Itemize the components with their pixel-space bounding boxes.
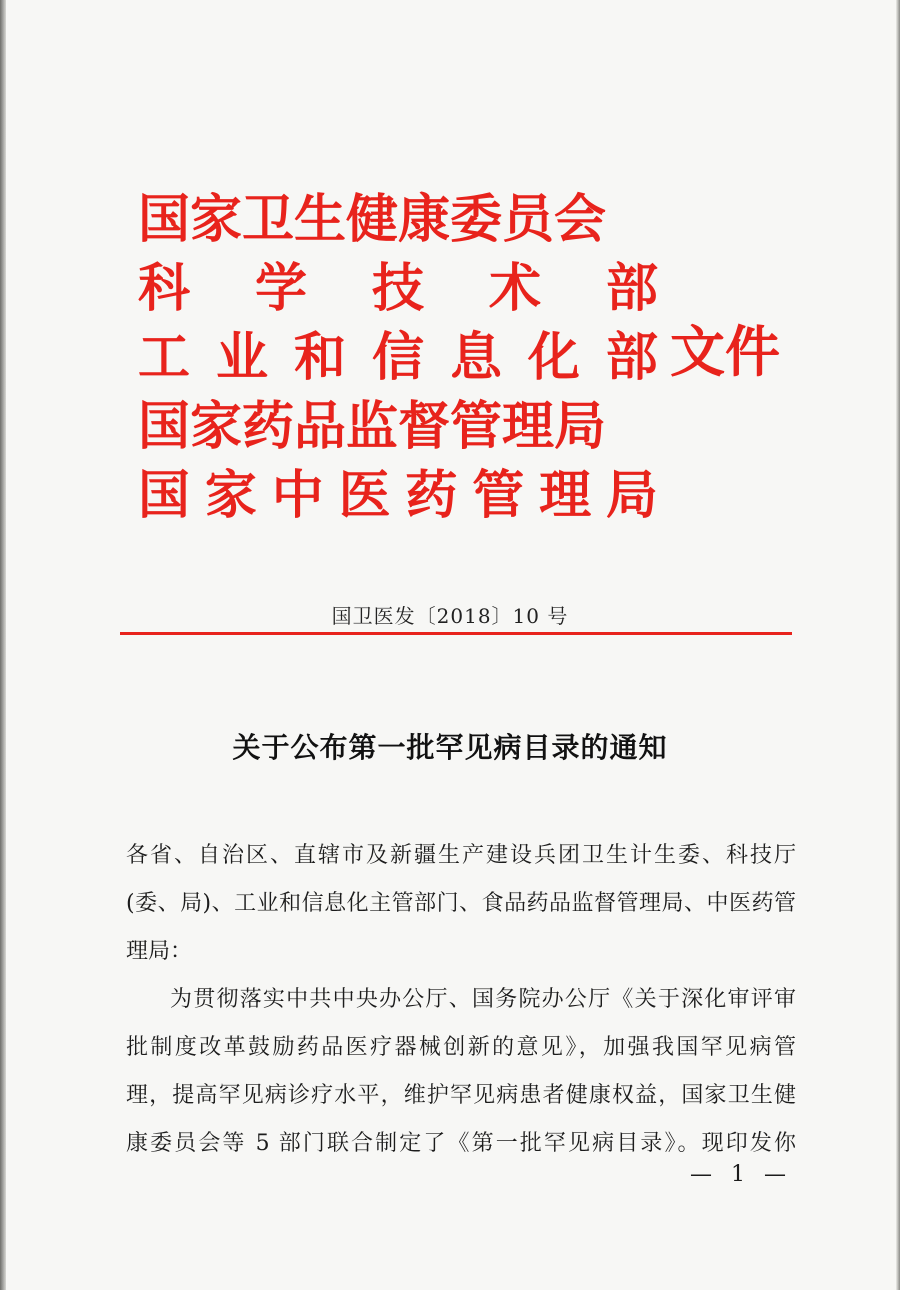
issuer-line xyxy=(138,254,658,323)
issuer-character: 家 xyxy=(204,465,257,526)
issuer-character: 术 xyxy=(488,258,541,319)
paragraph-line: 批制度改革鼓励药品医疗器械创新的意见》，加强我国罕见病管 xyxy=(126,1035,796,1060)
body-paragraph xyxy=(126,976,796,1168)
issuer-line xyxy=(138,323,658,392)
issuer-line xyxy=(138,392,658,461)
issuer-character: 科 xyxy=(138,258,191,319)
issuer-character: 部 xyxy=(605,258,658,319)
addressee-line: 理局： xyxy=(126,939,193,964)
document-type-label: 文件 xyxy=(670,319,781,384)
issuer-character: 理 xyxy=(539,465,592,526)
issuer-character: 和 xyxy=(293,327,346,388)
addressee-line: (委、局)、工业和信息化主管部门、食品药品监督管理局、中医药管 xyxy=(126,891,796,916)
paragraph-line: 为贯彻落实中共中央办公厅、国务院办公厅《关于深化审评审 xyxy=(170,987,796,1012)
document-number: 国卫医发〔2018〕10 号 xyxy=(331,604,569,628)
issuer-line xyxy=(138,461,658,530)
issuer-character: 国 xyxy=(138,465,191,526)
addressee-line: 各省、自治区、直辖市及新疆生产建设兵团卫生计生委、科技厅 xyxy=(126,843,796,868)
paper-edge-right xyxy=(896,0,900,1290)
issuer-character: 部 xyxy=(605,327,658,388)
issuer-character: 工 xyxy=(138,327,191,388)
issuer-character: 信 xyxy=(371,327,424,388)
issuer-line xyxy=(138,185,658,254)
issuer-character: 化 xyxy=(527,327,580,388)
issuer-character: 业 xyxy=(215,327,268,388)
issuer-character: 息 xyxy=(449,327,502,388)
issuer-name: 国家药品监督管理局 xyxy=(138,396,607,457)
page-number: — 1 — xyxy=(690,1162,792,1187)
addressee-block xyxy=(126,832,796,976)
issuing-agencies xyxy=(138,185,658,530)
paper-edge-left xyxy=(0,0,6,1290)
issuer-character: 医 xyxy=(338,465,391,526)
issuer-character: 管 xyxy=(472,465,525,526)
red-separator-line xyxy=(120,632,792,635)
issuer-character: 局 xyxy=(605,465,658,526)
issuer-character: 中 xyxy=(271,465,324,526)
paragraph-line: 康委员会等 5 部门联合制定了《第一批罕见病目录》。现印发你 xyxy=(126,1131,796,1156)
document-title: 关于公布第一批罕见病目录的通知 xyxy=(232,731,668,764)
issuer-character: 药 xyxy=(405,465,458,526)
issuer-name: 国家卫生健康委员会 xyxy=(138,189,607,250)
issuer-character: 学 xyxy=(254,258,307,319)
issuer-character: 技 xyxy=(371,258,424,319)
paragraph-line: 理，提高罕见病诊疗水平，维护罕见病患者健康权益，国家卫生健 xyxy=(126,1083,796,1108)
